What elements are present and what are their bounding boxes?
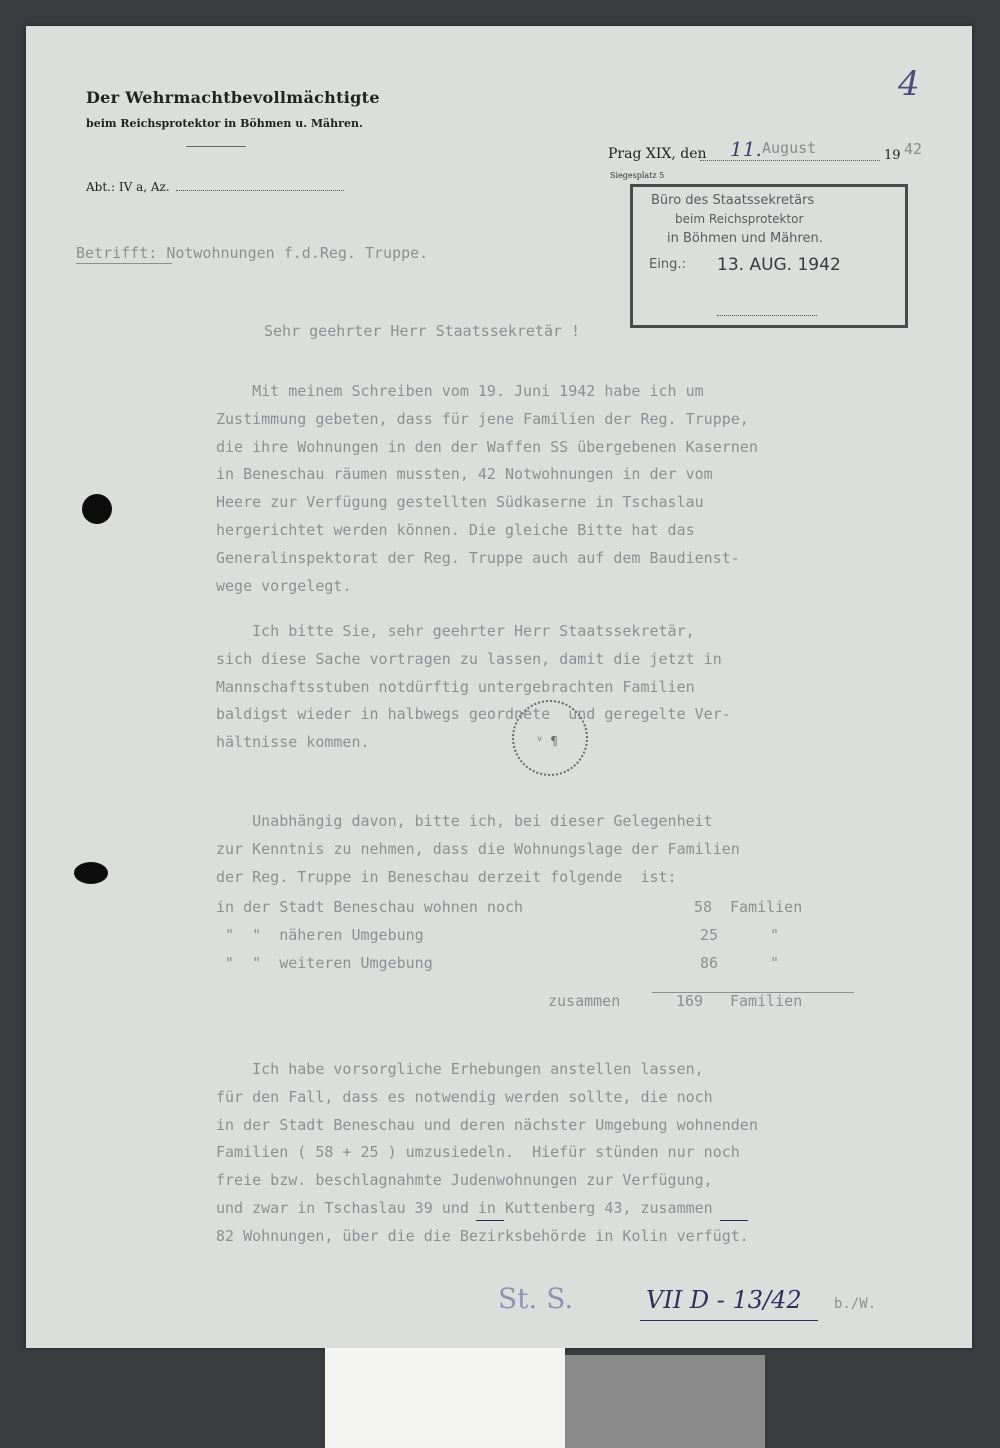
housing-row-count: 25 — [700, 926, 719, 944]
housing-row-count: 58 — [694, 898, 713, 916]
housing-row-location: " " näheren Umgebung — [216, 926, 424, 944]
punch-hole-upper — [82, 494, 112, 524]
receipt-stamp — [630, 184, 908, 328]
letterhead-rule — [186, 146, 246, 147]
stamp-line-1: Büro des Staatssekretärs — [651, 193, 815, 208]
scan-calibration-strip-white — [325, 1348, 565, 1448]
subject-line — [76, 244, 428, 262]
dateline-month: August — [762, 139, 817, 157]
dateline-address: Siegesplatz 5 — [610, 171, 665, 180]
subject-label-underline — [76, 263, 172, 264]
scan-calibration-strip-gray — [565, 1355, 765, 1448]
subject-text: Notwohnungen f.d.Reg. Truppe. — [166, 244, 429, 262]
paragraph-1: Mit meinem Schreiben vom 19. Juni 1942 habe ich um Zustimmung gebeten, dass für jene Familien der Reg. Truppe, die ihre Wohnungen in den der Waffen SS übergebenen Kasernen in Beneschau räumen mussten, 42 Notwohnungen in der vom Heere zur Verfügung gestellten Südkaserne in Tschaslau hergerichtet werden können. Die gleiche Bitte hat das Generalinspektorat der Reg. Truppe auch auf dem Baudienst- wege vorgelegt. — [216, 382, 758, 595]
housing-row-unit: " — [770, 954, 780, 972]
dateline-year-suffix: 42 — [904, 140, 923, 158]
file-reference-initials: b./W. — [834, 1296, 877, 1312]
department-reference-label: Abt.: IV a, Az. — [86, 180, 170, 194]
letterhead-subtitle: beim Reichsprotektor in Böhmen u. Mähren. — [86, 117, 363, 130]
housing-row-location: in der Stadt Beneschau wohnen noch — [216, 898, 524, 916]
paragraph-3: Unabhängig davon, bitte ich, bei dieser Gelegenheit zur Kenntnis zu nehmen, dass die Wohnungslage der Familien der Reg. Truppe in Beneschau derzeit folgende ist: — [216, 812, 740, 886]
letterhead-title: Der Wehrmachtbevollmächtigte — [86, 88, 380, 107]
stamp-received-label: Eing.: — [649, 257, 686, 272]
file-reference-underline — [640, 1320, 818, 1321]
dateline-year-prefix: 19 — [884, 148, 901, 163]
punch-hole-lower — [74, 862, 108, 884]
housing-total-count: 169 — [676, 992, 704, 1010]
file-reference-prefix: St. S. — [498, 1282, 574, 1315]
housing-total-label: zusammen — [548, 992, 621, 1010]
salutation: Sehr geehrter Herr Staatssekretär ! — [264, 322, 581, 340]
paragraph-2: Ich bitte Sie, sehr geehrter Herr Staatssekretär, sich diese Sache vortragen zu lassen, damit die jetzt in Mannschaftsstuben notdürftig untergebrachten Familien baldigst wieder in halbwegs geordnete und geregelte Ver- hältnisse kommen. — [216, 622, 731, 752]
stamp-line-2: beim Reichsprotektor — [675, 212, 804, 226]
handwritten-page-number: 4 — [898, 64, 920, 104]
housing-row-unit: Familien — [730, 898, 803, 916]
housing-row-unit: " — [770, 926, 780, 944]
stamp-received-date: 13. AUG. 1942 — [717, 255, 841, 275]
file-reference-number: VII D - 13/42 — [646, 1286, 802, 1314]
dateline-day: 11. — [730, 137, 762, 161]
seal-text: ⱽ ¶ — [536, 734, 558, 748]
handwritten-underline-43 — [720, 1220, 748, 1221]
handwritten-underline-39 — [476, 1220, 504, 1221]
housing-total-unit: Familien — [730, 992, 803, 1010]
paragraph-4: Ich habe vorsorgliche Erhebungen anstellen lassen, für den Fall, dass es notwendig werden sollte, die noch in der Stadt Beneschau und deren nächster Umgebung wohnenden Familien ( 58 + 25 ) umzusiedeln. Hiefür stünden nur noch freie bzw. beschlagnahmte Judenwohnungen zur Verfügung, und zwar in Tschaslau 39 und in Kuttenberg 43, zusammen 82 Wohnungen, über die die Bezirksbehörde in Kolin verfügt. — [216, 1060, 758, 1245]
stamp-line-3: in Böhmen und Mähren. — [667, 231, 823, 246]
dateline-place: Prag XIX, den — [608, 146, 707, 162]
housing-row-location: " " weiteren Umgebung — [216, 954, 433, 972]
housing-row-count: 86 — [700, 954, 719, 972]
stamp-dotline — [717, 315, 817, 316]
department-reference-dotline — [176, 190, 344, 191]
dateline-dotline — [700, 160, 880, 161]
subject-label: Betrifft: — [76, 244, 158, 262]
